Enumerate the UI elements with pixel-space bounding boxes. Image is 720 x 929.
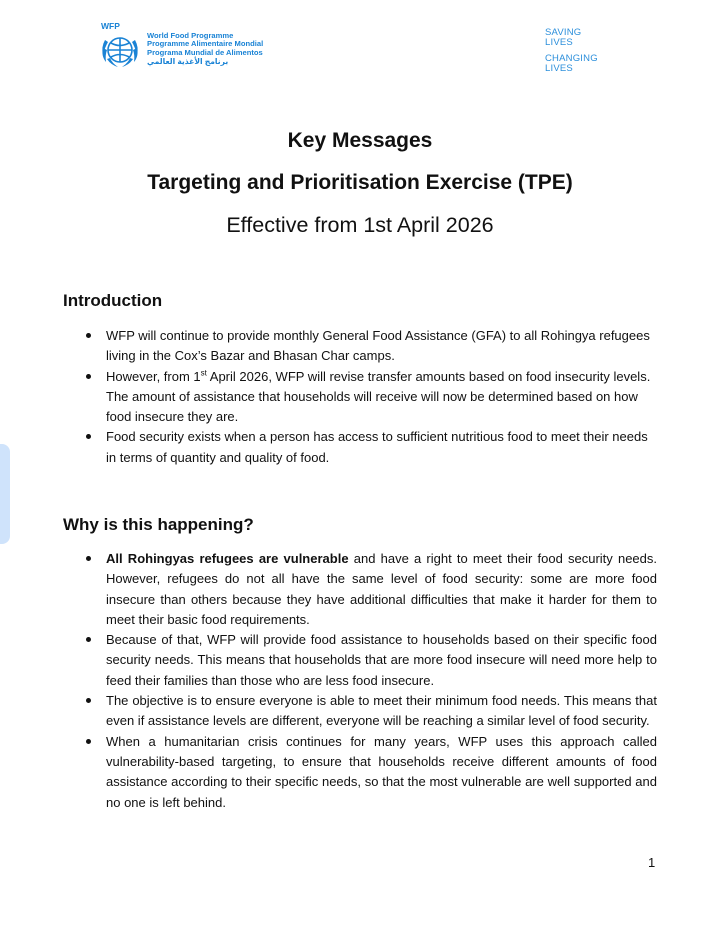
document-subtitle: Targeting and Prioritisation Exercise (TPE) <box>147 171 573 194</box>
bullet-icon <box>86 698 91 703</box>
section-heading-introduction: Introduction <box>63 291 163 310</box>
list-item-text: However, from 1 <box>106 368 201 384</box>
why-list <box>86 549 657 813</box>
logo-name-en: World Food Programme <box>147 30 234 40</box>
list-item-text: April 2026, WFP will revise transfer amounts based on food insecurity levels. The amount of assistance that households will receive will now be determined based on how food insecure they are. <box>106 368 651 425</box>
logo-name-fr: Programme Alimentaire Mondial <box>147 39 264 49</box>
wfp-logo <box>96 21 264 72</box>
bullet-icon <box>86 739 91 744</box>
tagline-line: LIVES <box>545 63 573 74</box>
list-item <box>86 367 657 428</box>
list-item-bold-text: All Rohingyas refugees are vulnerable <box>106 551 349 566</box>
bullet-icon <box>86 434 91 439</box>
tagline <box>545 28 598 74</box>
logo-name-ar: برنامج الأغذية العالمي <box>147 56 229 66</box>
tagline-line: SAVING <box>545 27 582 38</box>
list-item-text: The objective is to ensure everyone is able to meet their minimum food needs. This means that even if assistance levels are different, everyone will be reaching a similar level of food security. <box>106 693 657 729</box>
effective-date: Effective from 1st April 2026 <box>226 213 494 237</box>
list-item-text: WFP will continue to provide monthly General Food Assistance (GFA) to all Rohingya refugees living in the Cox’s Bazar and Bhasan Char camps. <box>106 328 650 364</box>
wfp-emblem-icon <box>96 26 144 72</box>
bullet-icon <box>86 556 91 561</box>
list-item-text: When a humanitarian crisis continues for many years, WFP uses this approach called vulnerability-based targeting, to ensure that households receive different amounts of food assistance according to their specific needs, so that the most vulnerable are well supported and no one is left behind. <box>106 733 657 810</box>
list-item-text: Because of that, WFP will provide food assistance to households based on their specific food security needs. This means that households that are more food insecure will need more help to feed their families than those who are less food insecure. <box>106 632 657 688</box>
bullet-icon <box>86 333 91 338</box>
superscript: st <box>200 368 207 378</box>
list-item <box>86 549 657 630</box>
side-tab-handle[interactable] <box>0 444 10 544</box>
page-number: 1 <box>648 855 656 870</box>
tagline-line: LIVES <box>545 37 573 48</box>
list-item <box>86 326 657 367</box>
bullet-icon <box>86 637 91 642</box>
tagline-line: CHANGING <box>545 53 598 64</box>
logo-name-es: Programa Mundial de Alimentos <box>147 48 263 57</box>
list-item-text: and have a right to meet their food security needs. However, refugees do not all have the same level of food security: some are more food insecure than others because they have additional difficulties that make it harder for them to meet their basic food requirements. <box>106 551 658 627</box>
document-title: Key Messages <box>287 129 433 152</box>
list-item <box>86 691 657 732</box>
list-item <box>86 630 657 691</box>
bullet-icon <box>86 374 91 379</box>
logo-acronym: WFP <box>101 21 120 31</box>
list-item-text: Food security exists when a person has access to sufficient nutritious food to meet their needs in terms of quantity and quality of food. <box>106 429 648 465</box>
introduction-list <box>86 326 657 468</box>
wfp-logo-text <box>101 21 264 66</box>
list-item <box>86 427 657 468</box>
section-heading-why: Why is this happening? <box>63 515 254 534</box>
list-item <box>86 732 657 813</box>
